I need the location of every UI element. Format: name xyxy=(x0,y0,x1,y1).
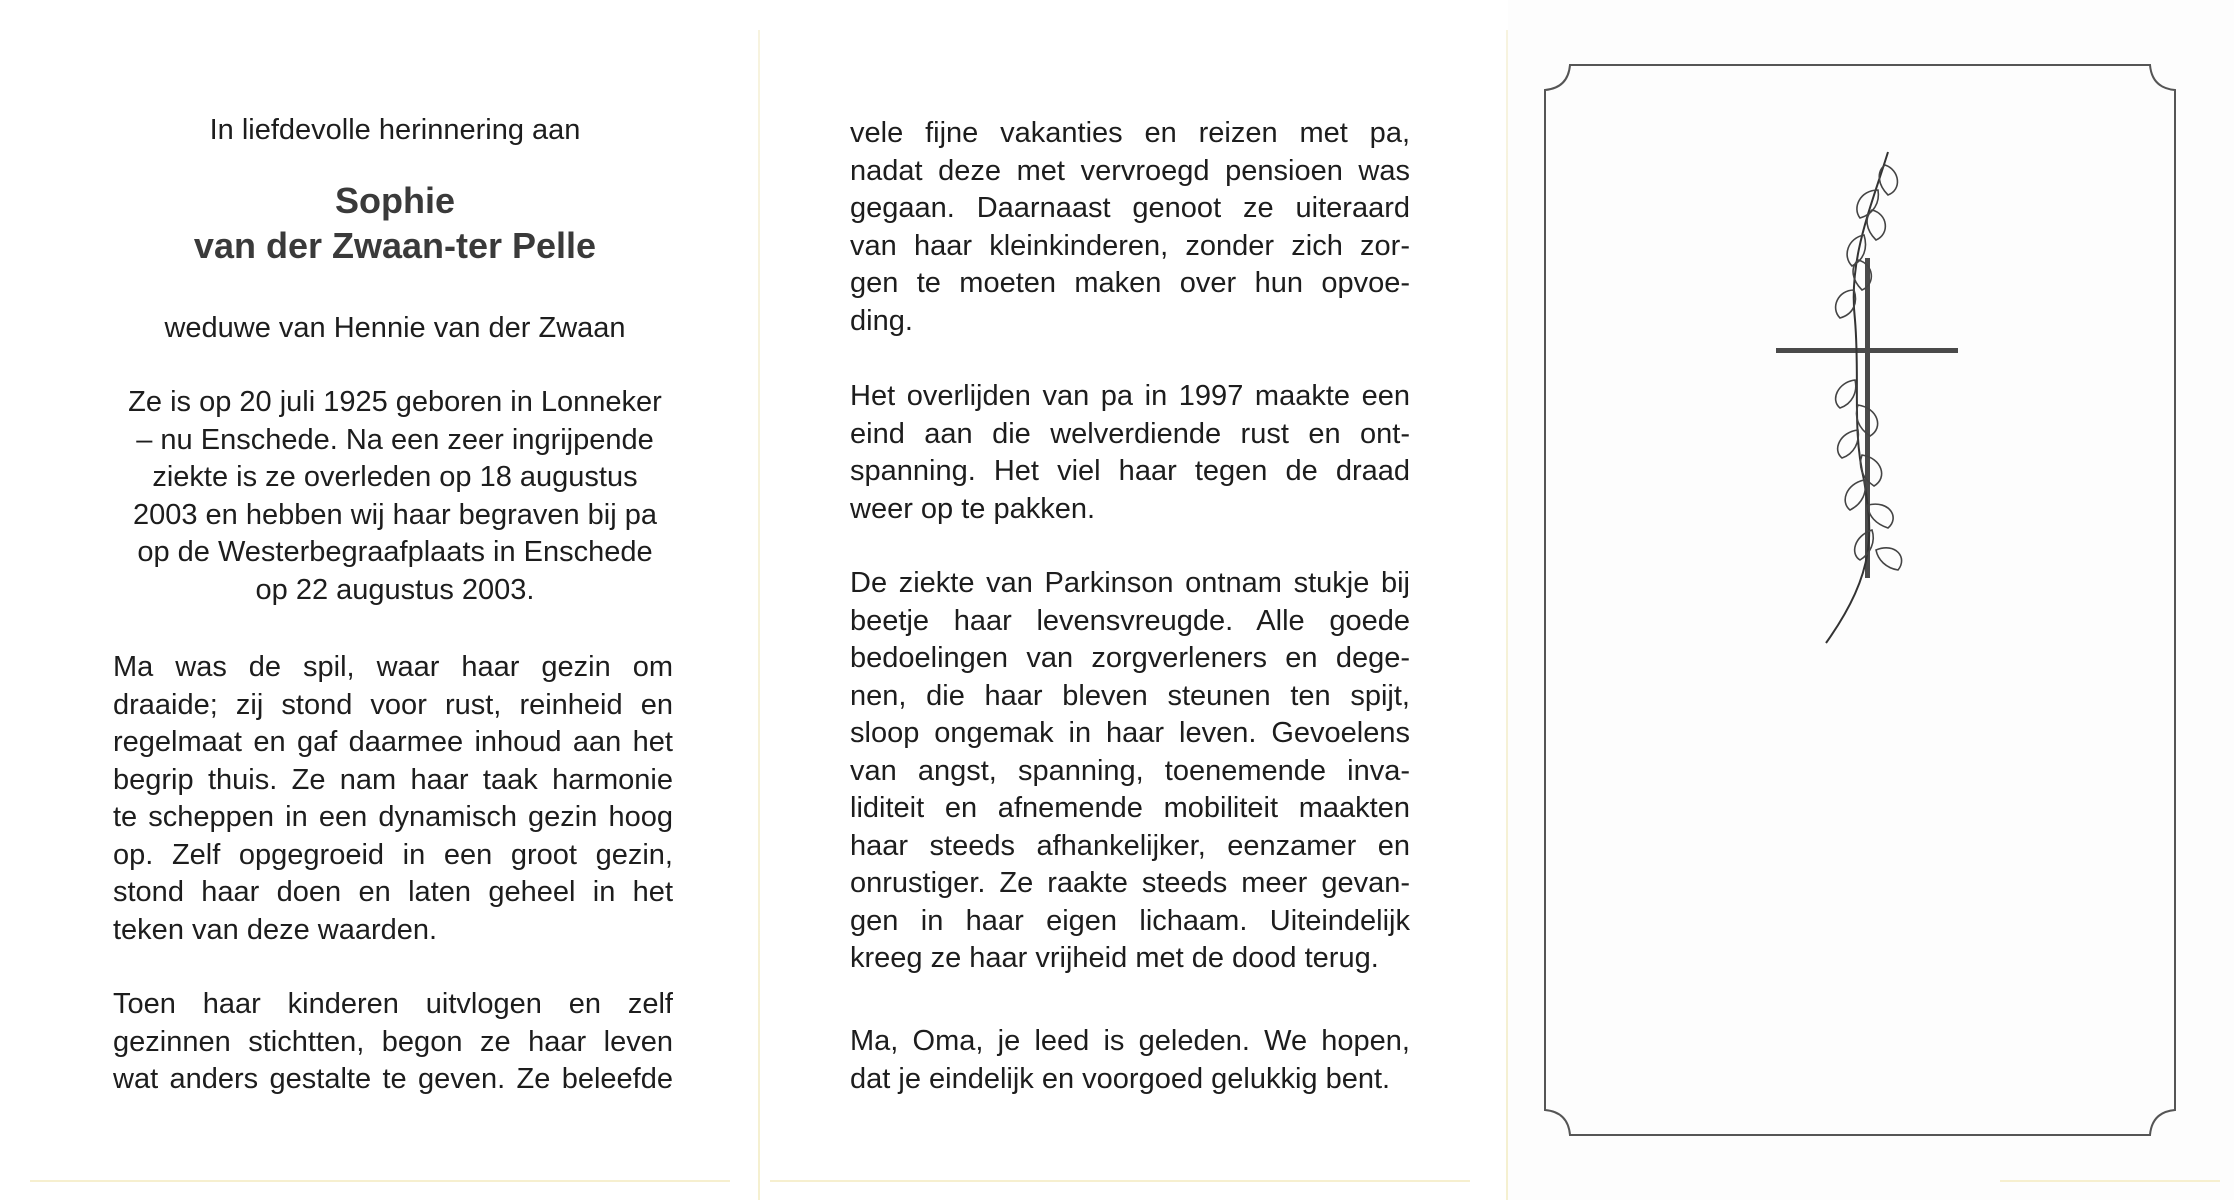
cross-with-palm-branch-icon xyxy=(1760,150,1980,660)
birth-death-paragraph xyxy=(110,384,680,609)
deceased-name xyxy=(110,178,680,268)
text-line: op de Westerbegraafplaats in Enschede xyxy=(137,536,653,568)
text-line: ding. xyxy=(850,304,913,337)
text-line: vele fijne vakanties en reizen met pa, xyxy=(850,117,1410,149)
text-line: ziekte is ze overleden op 18 augustus xyxy=(152,461,638,493)
text-line: Het overlijden van pa in 1997 maakte een xyxy=(850,380,1410,412)
text-line: nen, die haar bleven steunen ten spijt, xyxy=(850,679,1410,712)
text-line: spanning. Het viel haar tegen de draad xyxy=(850,455,1410,487)
text-line: gen in haar eigen lichaam. Uiteindelijk xyxy=(850,904,1410,937)
text-line: Ma was de spil, waar haar gezin om xyxy=(113,651,673,683)
widow-line: weduwe van Hennie van der Zwaan xyxy=(164,312,626,344)
text-line: kreeg ze haar vrijheid met de dood terug. xyxy=(850,942,1379,974)
text-line: – nu Enschede. Na een zeer ingrijpende xyxy=(136,423,654,456)
text-line: draaide; zij stond voor rust, reinheid en xyxy=(113,688,673,721)
paper-edge xyxy=(30,1180,730,1182)
text-line: op. Zelf opgegroeid in een groot gezin, xyxy=(113,838,673,871)
text-line: gegaan. Daarnaast genoot ze uiteraard xyxy=(850,192,1410,224)
text-line: haar steeds afhankelijker, eenzamer en xyxy=(850,829,1410,862)
memorial-paragraph-2 xyxy=(113,986,673,1099)
fold-line xyxy=(758,30,760,1200)
text-line: te scheppen in een dynamisch gezin hoog xyxy=(113,801,673,833)
text-line: eind aan die welverdiende rust en ont- xyxy=(850,417,1410,450)
text-line: beetje haar levensvreugde. Alle goede xyxy=(850,604,1410,637)
memorial-paragraph-6 xyxy=(850,1023,1410,1098)
text-line: weer op te pakken. xyxy=(850,492,1096,525)
text-line: liditeit en afnemende mobiliteit maakten xyxy=(850,792,1410,824)
text-line: regelmaat en gaf daarmee inhoud aan het xyxy=(113,726,673,758)
text-line: van haar kleinkinderen, zonder zich zor- xyxy=(850,229,1410,262)
full-surname: van der Zwaan-ter Pelle xyxy=(193,225,597,266)
text-line: 2003 en hebben wij haar begraven bij pa xyxy=(132,498,657,531)
text-line: gezinnen stichtten, begon ze haar leven xyxy=(113,1025,673,1058)
memorial-paragraph-5 xyxy=(850,565,1410,978)
text-line: van angst, spanning, toenemende inva- xyxy=(850,754,1410,787)
text-line: begrip thuis. Ze nam haar taak harmonie xyxy=(113,763,673,796)
text-line: Ze is op 20 juli 1925 geboren in Lonneker xyxy=(128,386,662,418)
memorial-paragraph-3 xyxy=(850,115,1410,340)
memorial-paragraph-4 xyxy=(850,378,1410,528)
text-line: wat anders gestalte te geven. Ze beleefde xyxy=(113,1063,673,1095)
text-line: gen te moeten maken over hun opvoe- xyxy=(850,267,1410,299)
text-line: sloop ongemak in haar leven. Gevoelens xyxy=(850,717,1410,749)
text-line: bedoelingen van zorgverleners en dege- xyxy=(850,642,1410,674)
text-line: De ziekte van Parkinson ontnam stukje bij xyxy=(850,567,1410,599)
text-line: op 22 augustus 2003. xyxy=(255,573,535,606)
text-line: teken van deze waarden. xyxy=(113,913,438,946)
fold-line xyxy=(1506,30,1508,1200)
intro-heading: In liefdevolle herinnering aan xyxy=(209,114,581,146)
paper-edge xyxy=(2000,1180,2220,1182)
text-line: stond haar doen en laten geheel in het xyxy=(113,876,673,908)
first-name: Sophie xyxy=(334,180,455,221)
text-line: nadat deze met vervroegd pensioen was xyxy=(850,154,1410,187)
text-line: Ma, Oma, je leed is geleden. We hopen, xyxy=(850,1025,1410,1057)
paper-edge xyxy=(770,1180,1470,1182)
text-line: dat je eindelijk en voorgoed gelukkig bent. xyxy=(850,1062,1391,1095)
memorial-paragraph-1 xyxy=(113,649,673,949)
text-line: Toen haar kinderen uitvlogen en zelf xyxy=(113,988,673,1020)
text-line: onrustiger. Ze raakte steeds meer gevan- xyxy=(850,867,1410,899)
